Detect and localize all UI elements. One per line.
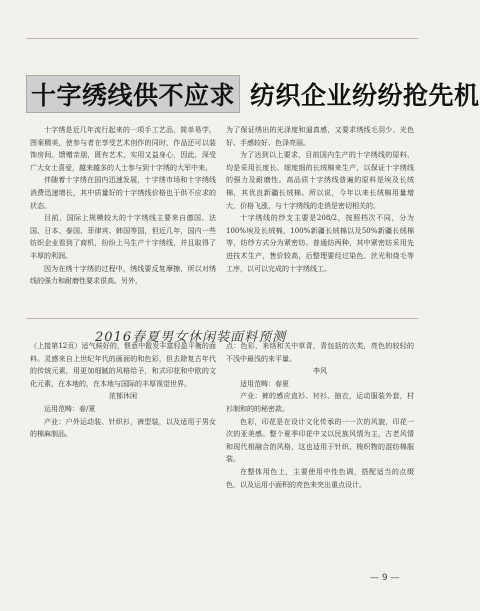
paragraph: 十字绣是近几年流行起来的一项手工艺品，简单易学，图案精美，使参与者在享受艺术创作的同时，作品还可以装饰房间、馈赠亲朋，既有艺术，实用又益身心，因此，深受广大女士喜爱，越来越多的人士参与到十字绣的大军中来。 [30, 126, 216, 172]
paragraph: 点：色彩，来络和关中草青，青包括的次类，亮色的较轻的不浅中最浅的来平量。 [226, 342, 414, 363]
article1-column2 [226, 124, 414, 275]
paragraph: 十字绣线的纱支主要是208/2，按照档次不同，分为100%埃及长绒棉，100%新疆长绒棉以及50%新疆长绒棉等，纺纱方式分为紧密纺、普通纺两种，其中紧密纺采用先进技术生产，售价较高，后整理要经过染色、丝光和烧毛等工序，以可以完成的十字绣线工。 [226, 214, 414, 273]
paragraph: 为了保证绣出的光泽度和逼真感，又要求绣线毛羽少、光色好、手感较好、色泽亮丽。 [226, 126, 414, 147]
paragraph: 运用范畴：春/夏 [44, 404, 96, 413]
section-divider [26, 318, 418, 319]
paragraph: 适用范畴：春夏 [240, 379, 289, 388]
article1-column1 [30, 124, 216, 288]
headline-part2: 纺织企业纷纷抢先机 [250, 81, 480, 110]
headline-part1: 十字绣线供不应求 [26, 75, 240, 113]
paragraph: （上接第12页）适气候好的，惬意中散发丰富轻盈平衡的面料。灵感来自上世纪年代的画面的和色彩，但去除复古年代的传统元素，用更加细腻的风格给予，和式印花和中欧的文化元素，在本地的，在本地与国际的丰厚视觉世界。 [30, 342, 216, 388]
top-rule [26, 38, 418, 39]
subsection-heading: 李风 [313, 367, 327, 376]
paragraph: 产业：裤的感应直衫、衬衫、抽衣，运动服装外套，村衫制和的的秘密款。 [226, 392, 414, 413]
paragraph: 因为在绣十字绣的过程中，绣线要反复摩擦，所以对绣线的强力和耐磨性要求很高。另外， [30, 264, 216, 286]
paragraph: 伴随着十字绣在国内迅速发展，十字绣市场和十字绣线消费迅速增长，其中质量好的十字绣线价格也于供不应求的状态。 [30, 176, 216, 210]
article2-column1 [30, 340, 216, 441]
article-headline [26, 76, 480, 112]
paragraph: 产业：户外运动装、针织衫，裤型装，以及适用于男女的棉麻制品。 [30, 417, 216, 439]
paragraph: 色彩，印花是在设计文化传承的一一次的风貌，印花一次的亚美感。整个夏季印花中又以民族风情为主，古老风情和现代相融合的风格，这也适用于针织、梭织物的混纺棉服装。 [226, 417, 414, 464]
article2-column2 [226, 340, 414, 491]
paragraph: 为了达到以上要求，目前国内生产的十字绣线的原料，均是采用长度长、细度细的长绒棉来生产，以保证十字绣线的强力及耐磨性。高品质十字绣线普遍的原料是埃及长绒棉，其优良新疆长绒棉。所以说，今年以来长绒棉用量增大，价格飞涨，与十字绣线的走俏是密切相关的。 [226, 151, 414, 210]
paragraph: 目前，国际上规模较大的十字绣线主要来自德国、法国、日本、泰国、菲律宾、韩国等国，但近几年，国内一些纺织企业看到了商机，纷纷上马生产十字绣线，并且取得了丰厚的利润。 [30, 214, 216, 260]
subsection-heading: 浓郁休闲 [109, 392, 137, 401]
paragraph: 在整体用色上，主要使用中性色调，搭配适当的点缀色，以及运用小面积的亮色来突出重点设计。 [226, 467, 414, 489]
page-number: — 9 — [370, 573, 400, 583]
article2-title: 2016春夏男女休闲装面料预测 [95, 330, 287, 345]
